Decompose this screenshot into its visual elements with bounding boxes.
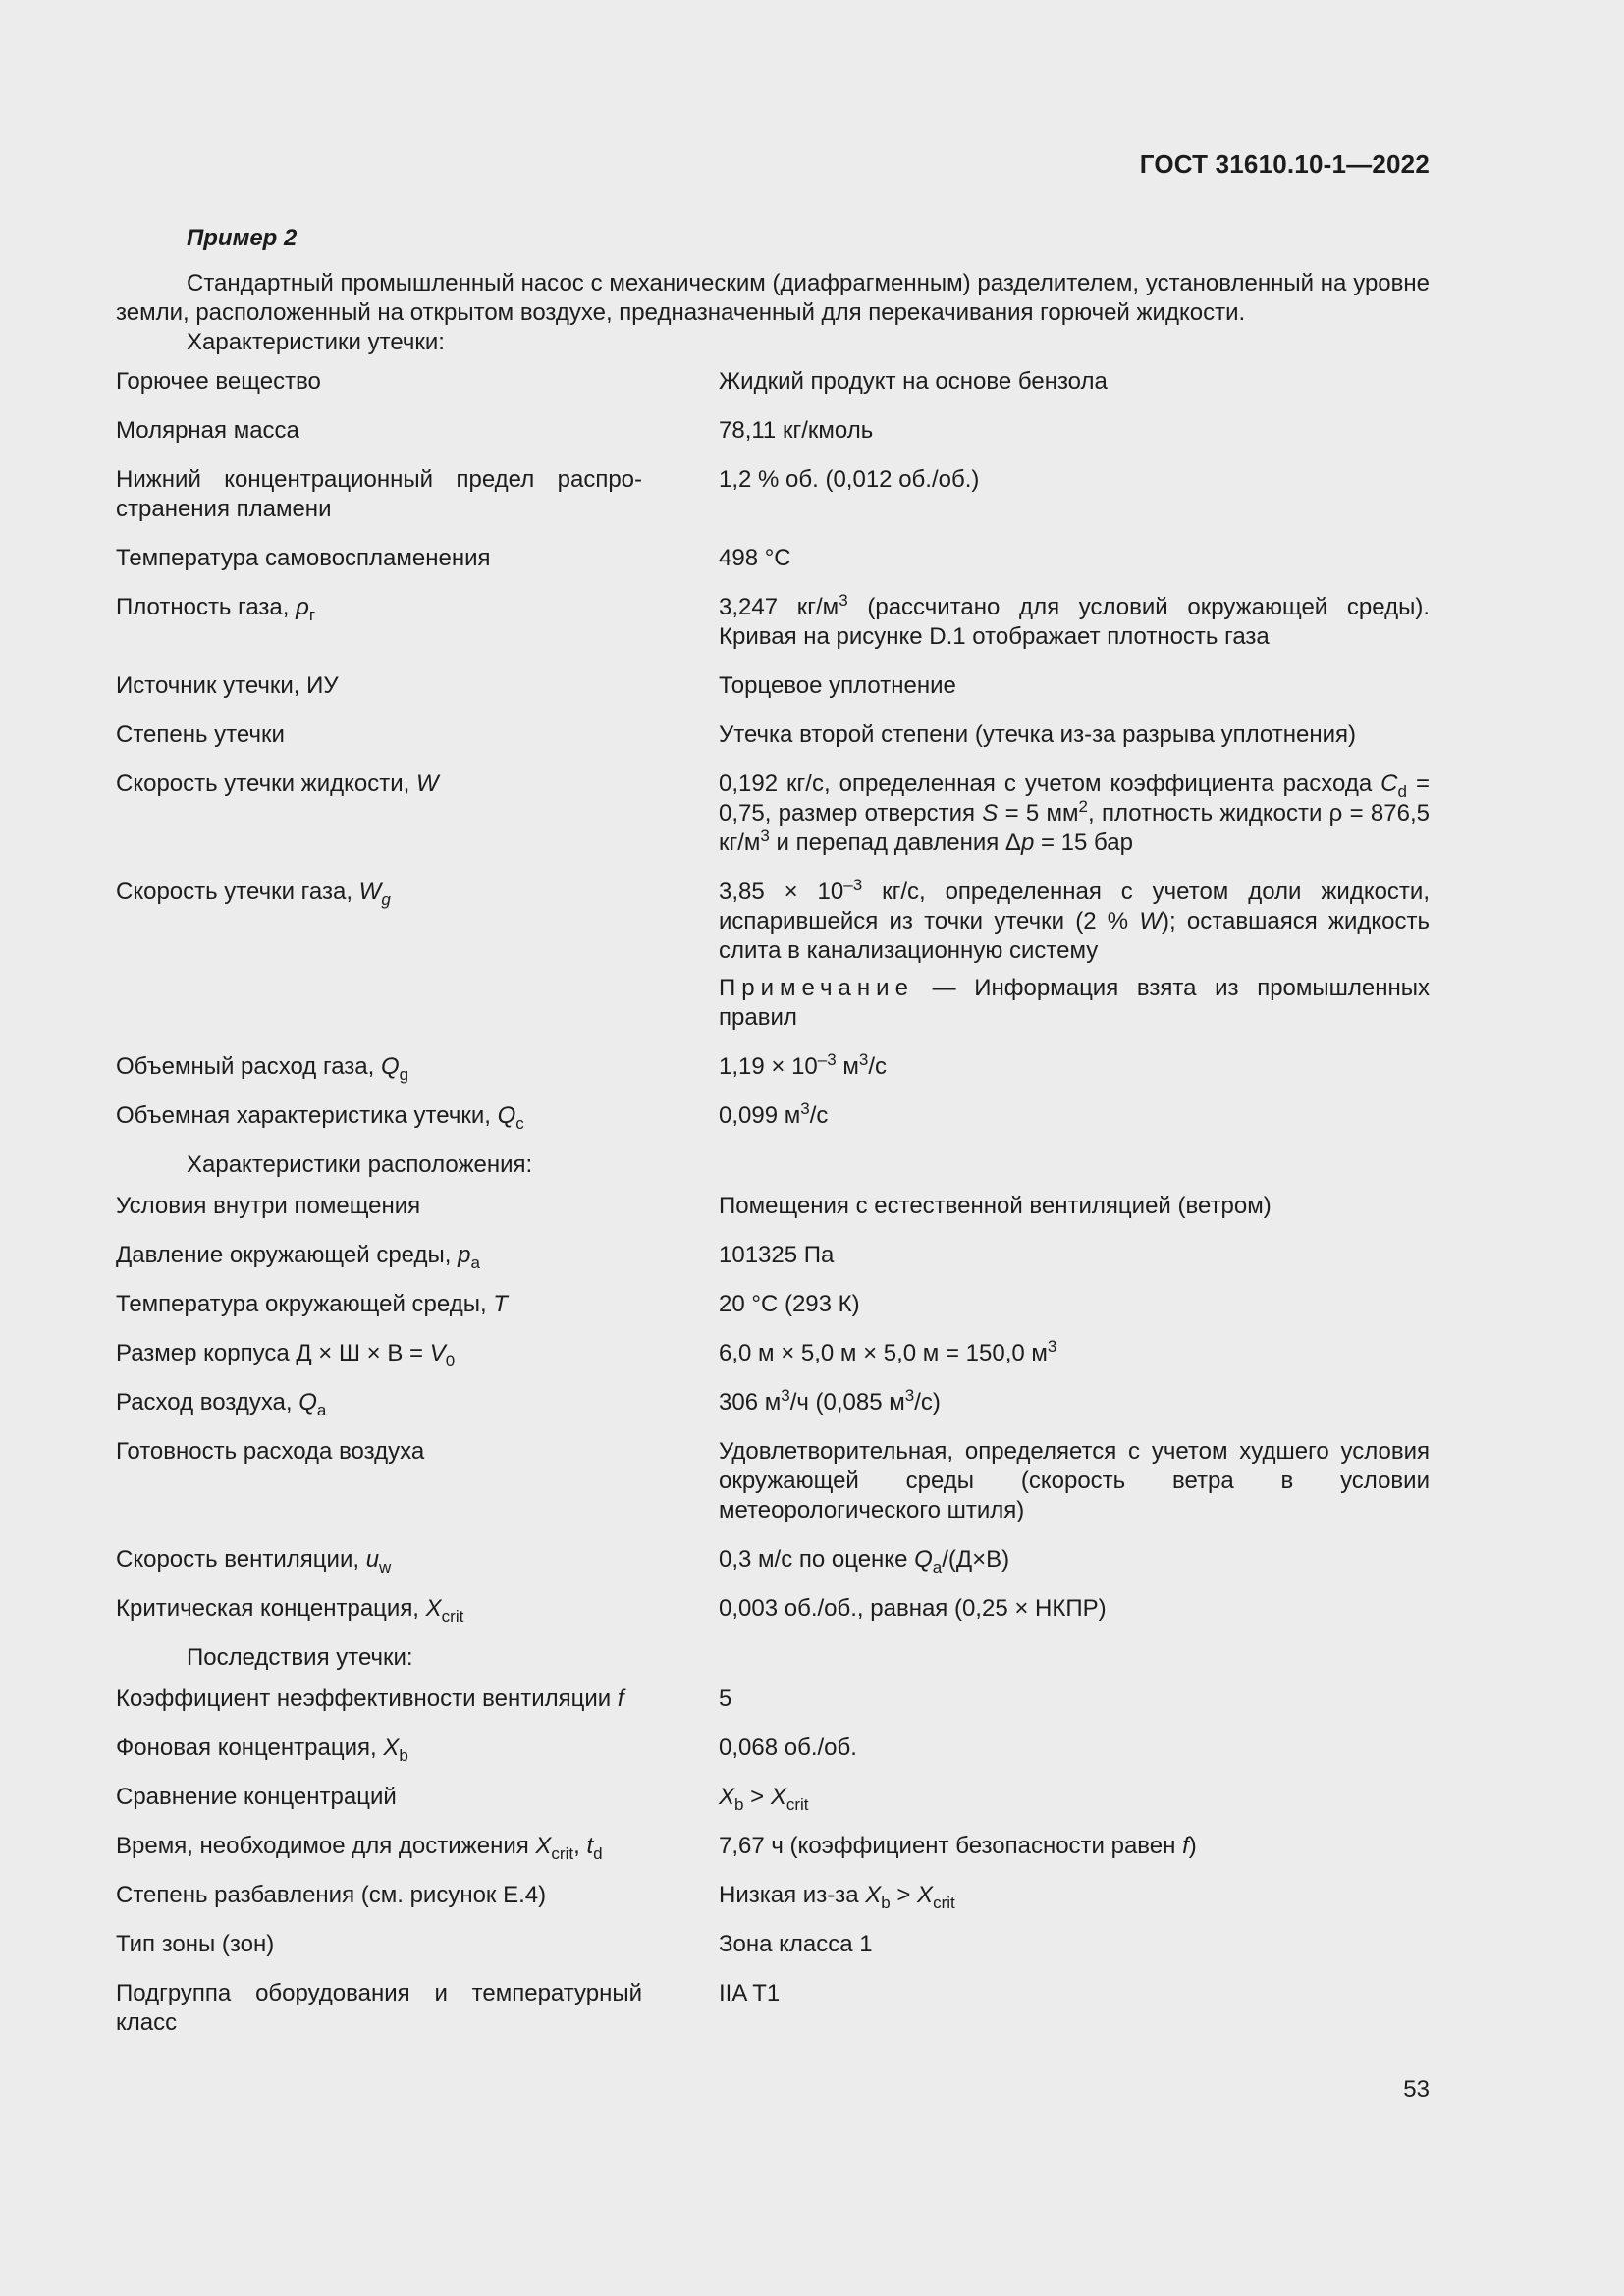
table-row	[116, 770, 1430, 858]
table-row	[116, 721, 1430, 750]
row-value: Зона класса 1	[719, 1931, 873, 1957]
table-row	[116, 1388, 1430, 1417]
table-row	[116, 878, 1430, 1033]
table-row	[116, 1979, 1430, 2038]
row-label: Сравнение концентраций	[116, 1784, 397, 1810]
table-row	[116, 544, 1430, 573]
row-value: IIA T1	[719, 1980, 781, 2006]
table-row	[116, 1339, 1430, 1368]
example-title: Пример 2	[187, 225, 298, 251]
table-row	[116, 367, 1430, 397]
table-row	[116, 1684, 1430, 1714]
row-label: Подгруппа оборудования и температурный класс	[116, 1980, 642, 2036]
row-label: Скорость вентиляции, $u_w$	[116, 1546, 392, 1576]
row-value: Помещения с естественной вентиляцией (ветром)	[719, 1193, 1272, 1219]
row-label: Время, необходимое для достижения $X_{crit}$, $t_d$	[116, 1833, 603, 1863]
row-label: Фоновая концентрация, $X_b$	[116, 1735, 408, 1765]
note: Примечание — Информация взята из промышленных правил	[719, 975, 1430, 1031]
row-value: 5	[719, 1685, 732, 1712]
table-row	[116, 1594, 1430, 1624]
table-row	[116, 1192, 1430, 1221]
row-label: Коэффициент неэффективности вентиляции f	[116, 1685, 624, 1712]
row-value: 7,67 ч (коэффициент безопасности равен f)	[719, 1833, 1197, 1859]
row-value: 0,192 кг/с, определенная с учетом коэффициента расхода $C_d = 0,75$, размер отверстия S = 5 $мм^2$, плотность жидкости ρ = 876,5 $кг/м^3$ и перепад давления Δp = 15 бар	[719, 771, 1430, 856]
row-value: 1,2 % об. (0,012 об./об.)	[719, 466, 980, 493]
row-label: Условия внутри помещения	[116, 1193, 421, 1219]
row-label: Молярная масса	[116, 417, 299, 444]
row-label: Температура самовоспламенения	[116, 545, 491, 571]
row-label: Готовность расхода воздуха	[116, 1438, 425, 1465]
row-value: 0,068 об./об.	[719, 1735, 857, 1761]
row-value: Торцевое уплотнение	[719, 672, 956, 699]
row-value: 0,099 $м^3/с$	[719, 1099, 829, 1129]
row-value: 0,003 об./об., равная (0,25 × НКПР)	[719, 1595, 1107, 1622]
row-value: 0,3 м/с по оценке $Q_a/(Д\times В)$	[719, 1546, 1010, 1576]
row-value: 498 °C	[719, 545, 791, 571]
row-label: Объемный расход газа, $Q_g$	[116, 1053, 409, 1084]
row-label: Нижний концентрационный предел распро-странения пламени	[116, 466, 642, 522]
page-number: 53	[1403, 2076, 1430, 2103]
row-value: 20 °C (293 К)	[719, 1291, 860, 1317]
row-value: Удовлетворительная, определяется с учетом худшего условия окружающей среды (скорость ветра в условии метеорологического штиля)	[719, 1438, 1430, 1523]
row-value: $X_b > X_{crit}$	[719, 1784, 809, 1814]
row-label: Тип зоны (зон)	[116, 1931, 275, 1957]
table-row	[116, 1881, 1430, 1910]
table-row	[116, 671, 1430, 701]
row-value: 306 $м^3/ч$ (0,085 $м^3/с$)	[719, 1386, 941, 1415]
consequences-heading: Последствия утечки:	[187, 1644, 413, 1671]
row-value: 78,11 кг/кмоль	[719, 417, 874, 444]
table-row	[116, 1930, 1430, 1959]
row-value: Утечка второй степени (утечка из-за разрыва уплотнения)	[719, 721, 1356, 748]
row-label: Температура окружающей среды, T	[116, 1291, 508, 1317]
row-value: $3,85 \times 10^{-3}$ кг/с, определенная с учетом доли жидкости, испарившейся из точки утечки (2 % W); оставшаяся жидкость слита в канализационную систему Примечание — Информация взята из промышленных правил	[719, 876, 1430, 1031]
table-row	[116, 1832, 1430, 1861]
row-label: Плотность газа, $\rho_г$	[116, 594, 316, 624]
release-heading: Характеристики утечки:	[187, 329, 445, 355]
table-row	[116, 416, 1430, 446]
row-label: Расход воздуха, $Q_a$	[116, 1389, 327, 1419]
row-value: Жидкий продукт на основе бензола	[719, 368, 1108, 395]
table-row	[116, 1052, 1430, 1082]
table-row	[116, 1241, 1430, 1270]
row-value: 6,0 м × 5,0 м × 5,0 м = 150,0 $м^3$	[719, 1337, 1057, 1366]
table-row	[116, 1545, 1430, 1575]
table-row	[116, 465, 1430, 524]
table-row	[116, 1290, 1430, 1319]
row-label: Степень утечки	[116, 721, 285, 748]
document-code: ГОСТ 31610.10-1—2022	[1139, 149, 1430, 179]
example-intro: Стандартный промышленный насос с механическим (диафрагменным) разделителем, установленный на уровне земли, расположенный на открытом воздухе, предназначенный для перекачивания горючей жидкости.	[116, 270, 1430, 326]
row-label: Степень разбавления (см. рисунок E.4)	[116, 1882, 547, 1908]
row-label: Размер корпуса $Д \times Ш \times В = V_0$	[116, 1340, 456, 1370]
row-value: 3,247 $кг/м^3$ (рассчитано для условий окружающей среды). Кривая на рисунке D.1 отображает плотность газа	[719, 591, 1430, 650]
table-row	[116, 593, 1430, 652]
row-label: Источник утечки, ИУ	[116, 672, 339, 699]
table-row	[116, 1101, 1430, 1131]
row-label: Объемная характеристика утечки, $Q_c$	[116, 1102, 524, 1133]
row-value: $1,19 \times 10^{-3}$ $м^3/с$	[719, 1050, 887, 1080]
row-label: Горючее вещество	[116, 368, 321, 395]
row-value: Низкая из-за $X_b > X_{crit}$	[719, 1882, 955, 1912]
page-body	[116, 224, 1430, 2057]
row-label: Давление окружающей среды, $p_a$	[116, 1242, 480, 1272]
table-row	[116, 1783, 1430, 1812]
location-heading: Характеристики расположения:	[187, 1151, 533, 1178]
row-label: Скорость утечки жидкости, W	[116, 771, 439, 797]
row-label: Скорость утечки газа, $W_g$	[116, 879, 391, 909]
row-value: 101325 Па	[719, 1242, 835, 1268]
row-label: Критическая концентрация, $X_{crit}$	[116, 1595, 464, 1626]
table-row	[116, 1437, 1430, 1525]
table-row	[116, 1734, 1430, 1763]
